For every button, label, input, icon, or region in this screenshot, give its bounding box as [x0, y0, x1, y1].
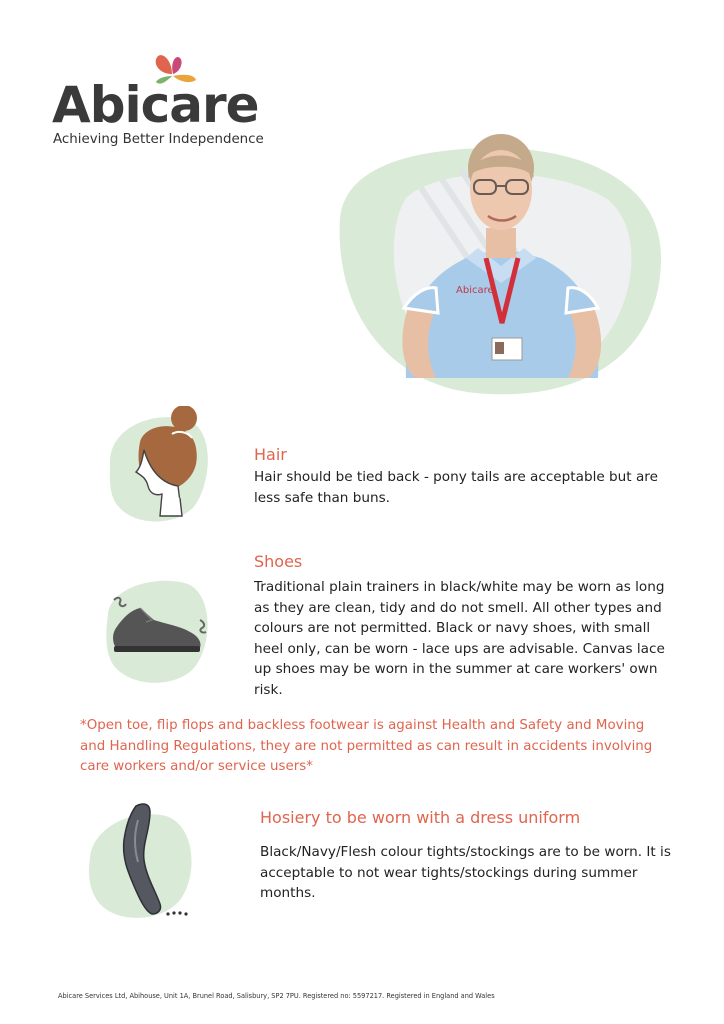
hair-heading: Hair — [254, 445, 287, 464]
footer-company-info: Abicare Services Ltd, Abihouse, Unit 1A, Brunel Road, Salisbury, SP2 7PU. Registered no: 5597217. Registered in England and Wales — [58, 992, 495, 1000]
hosiery-leg-icon — [84, 800, 204, 925]
hair-text: Hair should be tied back - pony tails are acceptable but are less safe than buns. — [254, 469, 658, 506]
abicare-logo — [52, 52, 282, 152]
footwear-warning: *Open toe, flip flops and backless footwear is against Health and Safety and Moving and Handling Regulations, they are not permitted as can result in accidents involving care workers and/or service users* — [80, 718, 653, 774]
care-worker-photo — [326, 108, 666, 408]
logo-tagline: Achieving Better Independence — [53, 132, 264, 147]
hosiery-heading: Hosiery to be worn with a dress uniform — [260, 808, 581, 827]
logo-wordmark: Abicare — [52, 76, 259, 134]
hair-bun-icon — [96, 406, 216, 526]
shoes-heading: Shoes — [254, 552, 303, 571]
shoe-icon — [96, 570, 216, 690]
uniform-badge-text: Abicare — [456, 285, 494, 296]
hosiery-text: Black/Navy/Flesh colour tights/stockings are to be worn. It is acceptable to not wear tights/stockings during summer months. — [260, 844, 671, 901]
shoes-text: Traditional plain trainers in black/white may be worn as long as they are clean, tidy and do not smell. All other types and colours are not permitted. Black or navy shoes, with small heel only, can be worn - lace ups are advisable. Canvas lace up shoes may be worn in the summer at care workers' own risk. — [254, 579, 665, 698]
